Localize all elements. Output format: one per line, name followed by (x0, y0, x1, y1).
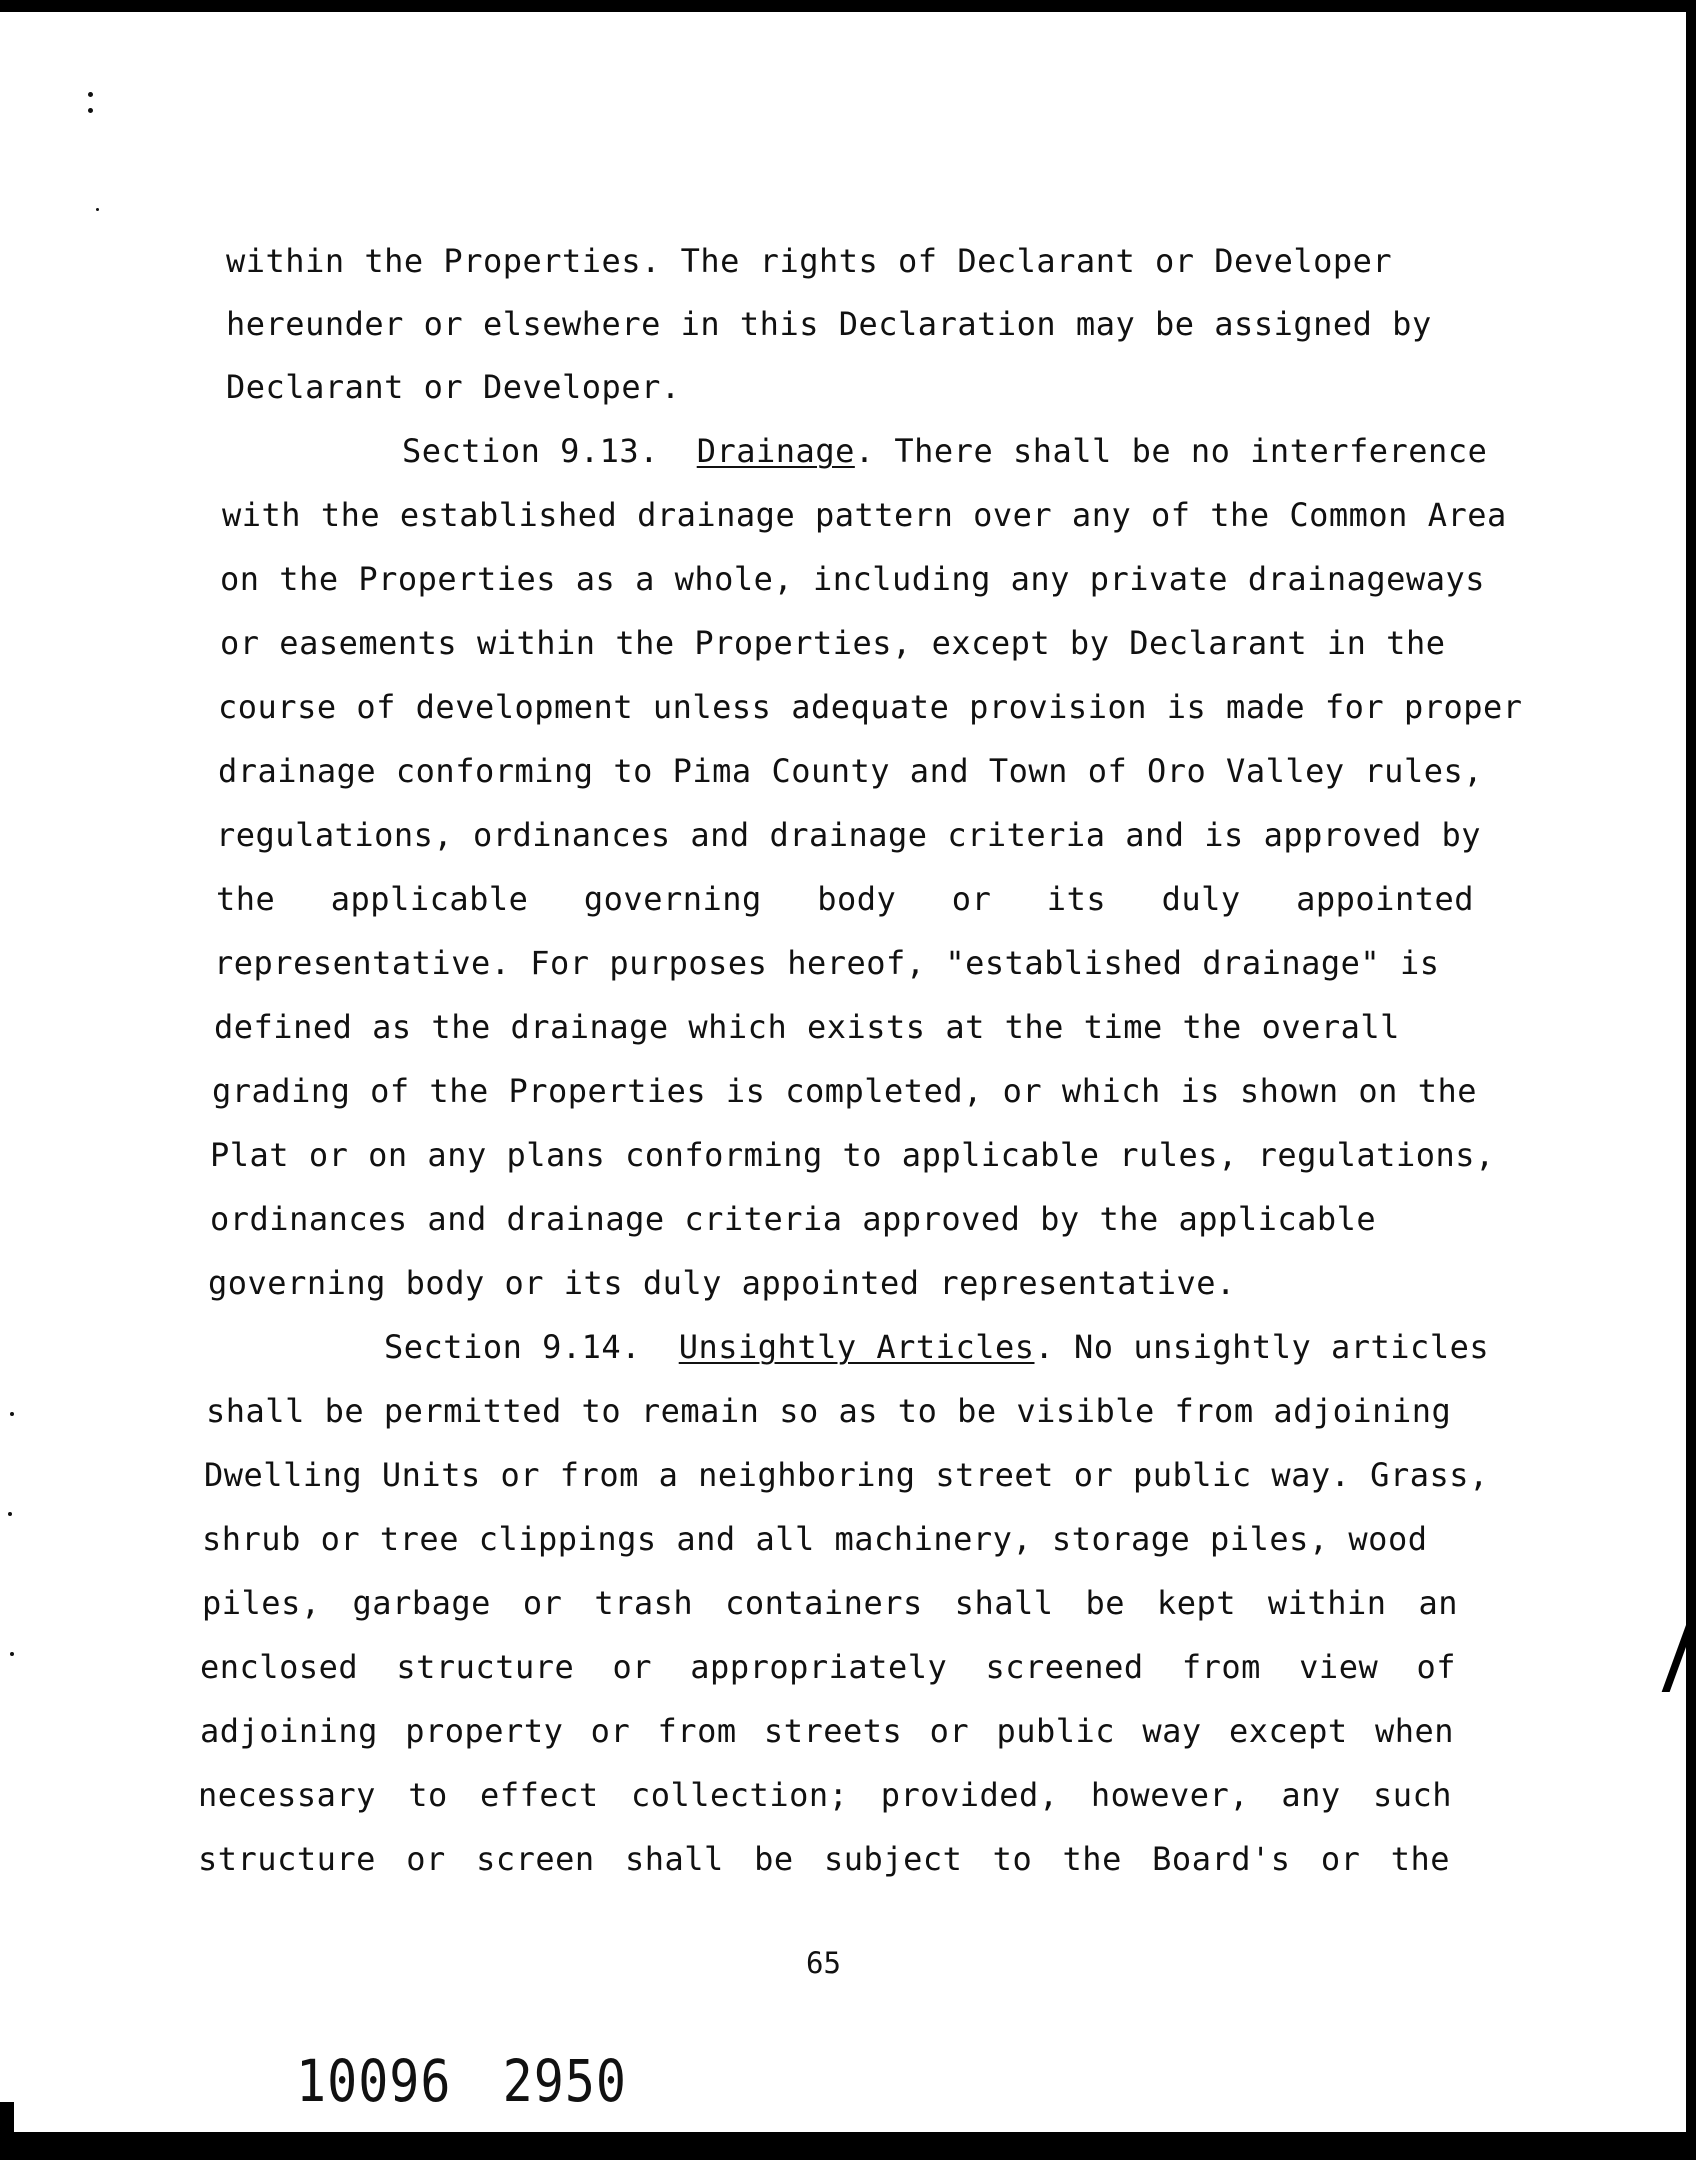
scan-speck (88, 108, 93, 113)
text-line: shrub or tree clippings and all machinery, storage piles, wood (202, 1520, 1428, 1558)
scan-edge-mark (0, 2102, 14, 2132)
text-line: Dwelling Units or from a neighboring street or public way. Grass, (204, 1456, 1489, 1494)
text-line: or easements within the Properties, except by Declarant in the (220, 624, 1446, 662)
scan-speck (8, 1512, 12, 1516)
section-number: Section 9.14. (384, 1328, 641, 1366)
text-line: defined as the drainage which exists at the time the overall (214, 1008, 1400, 1046)
text-line: course of development unless adequate provision is made for proper (218, 688, 1523, 726)
scan-speck (88, 92, 93, 97)
text-line: hereunder or elsewhere in this Declaration may be assigned by (226, 305, 1432, 343)
text-line: necessary to effect collection; provided, however, any such (198, 1776, 1452, 1814)
text-line: governing body or its duly appointed representative. (208, 1264, 1236, 1302)
section-text: . No unsightly articles (1034, 1328, 1490, 1366)
section-heading: Drainage (696, 432, 855, 470)
section-heading: Unsightly Articles (678, 1328, 1035, 1366)
text-line: piles, garbage or trash containers shall be kept within an (202, 1584, 1458, 1622)
text-line: the applicable governing body or its duly appointed (216, 880, 1474, 918)
text-line: Plat or on any plans conforming to applicable rules, regulations, (210, 1136, 1495, 1174)
text-line: within the Properties. The rights of Declarant or Developer (226, 242, 1393, 280)
scan-edge-mark (1662, 1602, 1686, 1692)
scan-speck (10, 1652, 14, 1656)
section-9-14-first-line (384, 1328, 1489, 1366)
document-page (0, 12, 1686, 2132)
scan-speck (10, 1412, 14, 1416)
text-line: shall be permitted to remain so as to be visible from adjoining (206, 1392, 1452, 1430)
document-stamp-number: 10096 2950 (296, 2048, 628, 2115)
page-number: 65 (806, 1946, 841, 1980)
text-line: with the established drainage pattern over any of the Common Area (222, 496, 1507, 534)
text-line: Declarant or Developer. (226, 368, 681, 406)
text-line: regulations, ordinances and drainage criteria and is approved by (216, 816, 1481, 854)
text-line: structure or screen shall be subject to the Board's or the (198, 1840, 1450, 1878)
text-line: enclosed structure or appropriately screened from view of (200, 1648, 1456, 1686)
section-9-13-first-line (402, 432, 1487, 470)
text-line: adjoining property or from streets or public way except when (200, 1712, 1454, 1750)
section-number: Section 9.13. (402, 432, 659, 470)
text-line: grading of the Properties is completed, or which is shown on the (212, 1072, 1477, 1110)
text-line: ordinances and drainage criteria approved by the applicable (210, 1200, 1377, 1238)
text-line: representative. For purposes hereof, "established drainage" is (214, 944, 1440, 982)
scan-speck (96, 208, 99, 211)
section-text: . There shall be no interference (854, 432, 1488, 470)
text-line: drainage conforming to Pima County and Town of Oro Valley rules, (218, 752, 1483, 790)
text-line: on the Properties as a whole, including any private drainageways (220, 560, 1485, 598)
